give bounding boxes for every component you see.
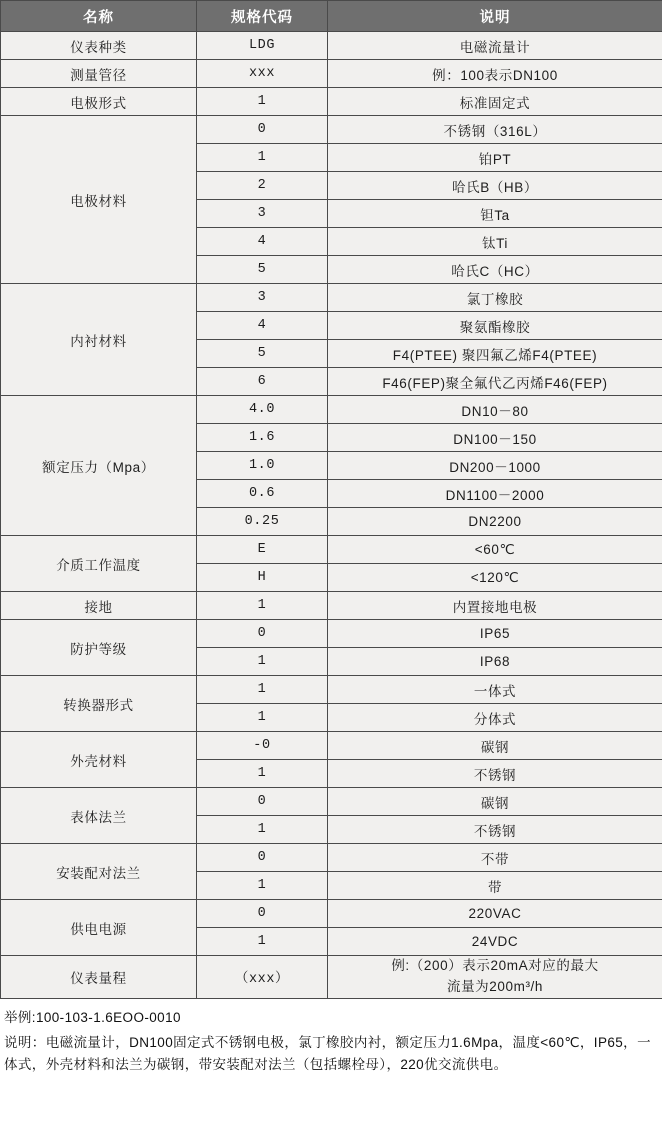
example-description-line: 说明：电磁流量计，DN100固定式不锈钢电极，氯丁橡胶内衬，额定压力1.6Mpa，温度<60℃，IP65，一体式，外壳材料和法兰为碳钢，带安装配对法兰（包括螺栓母），220优交流供电。 (4, 1035, 651, 1073)
table-row (1, 844, 662, 872)
notes-block (0, 999, 662, 1086)
row-code-cell: 1 (197, 88, 328, 116)
table-header (1, 1, 662, 32)
row-name-cell: 电极形式 (1, 88, 197, 116)
table-row (1, 732, 662, 760)
row-description-cell: 标准固定式 (328, 88, 662, 116)
row-code-cell: 4 (197, 228, 328, 256)
row-description-cell: 哈氏B（HB） (328, 172, 662, 200)
row-code-cell: 1 (197, 928, 328, 956)
row-code-cell: 1.0 (197, 452, 328, 480)
table-body (1, 32, 662, 999)
row-code-cell: -0 (197, 732, 328, 760)
row-code-cell: 0 (197, 844, 328, 872)
row-description-line-2: 流量为200m³/h (446, 978, 544, 994)
row-description-cell: 内置接地电极 (328, 592, 662, 620)
row-code-cell: 1 (197, 592, 328, 620)
row-code-cell: 1 (197, 872, 328, 900)
table-row (1, 536, 662, 564)
table-row (1, 956, 662, 999)
row-name-cell: 测量管径 (1, 60, 197, 88)
row-code-cell: 1 (197, 760, 328, 788)
row-name-cell: 电极材料 (1, 116, 197, 284)
table-row (1, 32, 662, 60)
row-description-cell: 例：100表示DN100 (328, 60, 662, 88)
row-code-cell: 4.0 (197, 396, 328, 424)
row-code-cell: 0 (197, 116, 328, 144)
row-name-cell: 额定压力（Mpa） (1, 396, 197, 536)
row-description-cell: 哈氏C（HC） (328, 256, 662, 284)
table-row (1, 592, 662, 620)
row-description-cell (328, 956, 662, 999)
row-description-cell: 电磁流量计 (328, 32, 662, 60)
row-code-cell: 5 (197, 256, 328, 284)
row-name-cell: 仪表量程 (1, 956, 197, 999)
row-description-cell: IP68 (328, 648, 662, 676)
row-description-cell: 不锈钢（316L） (328, 116, 662, 144)
row-description-cell: 铂PT (328, 144, 662, 172)
row-code-cell: 1.6 (197, 424, 328, 452)
row-code-cell: 0 (197, 620, 328, 648)
row-description-cell: 一体式 (328, 676, 662, 704)
row-code-cell: 6 (197, 368, 328, 396)
table-row (1, 60, 662, 88)
row-code-cell: E (197, 536, 328, 564)
row-name-cell: 内衬材料 (1, 284, 197, 396)
row-code-cell: 0 (197, 900, 328, 928)
table-row (1, 88, 662, 116)
column-header-name: 名称 (1, 1, 197, 32)
row-code-cell: 0.6 (197, 480, 328, 508)
row-description-cell: 24VDC (328, 928, 662, 956)
row-description-cell: <120℃ (328, 564, 662, 592)
row-description-cell: 碳钢 (328, 788, 662, 816)
row-description-cell: 聚氨酯橡胶 (328, 312, 662, 340)
row-code-cell: 1 (197, 144, 328, 172)
row-description-cell: 钽Ta (328, 200, 662, 228)
row-name-cell: 介质工作温度 (1, 536, 197, 592)
row-description-cell: DN10－80 (328, 396, 662, 424)
row-description-cell: IP65 (328, 620, 662, 648)
row-code-cell: H (197, 564, 328, 592)
row-code-cell: xxx (197, 60, 328, 88)
row-code-cell: 1 (197, 704, 328, 732)
table-row (1, 620, 662, 648)
row-name-cell: 外壳材料 (1, 732, 197, 788)
row-name-cell: 供电电源 (1, 900, 197, 956)
column-header-description: 说明 (328, 1, 662, 32)
row-code-cell: 0.25 (197, 508, 328, 536)
row-description-cell: DN100－150 (328, 424, 662, 452)
table-row (1, 116, 662, 144)
table-row (1, 900, 662, 928)
example-code-line: 举例:100-103-1.6EOO-0010 (4, 1009, 181, 1025)
row-name-cell: 防护等级 (1, 620, 197, 676)
row-name-cell: 表体法兰 (1, 788, 197, 844)
row-code-cell: 3 (197, 284, 328, 312)
table-row (1, 284, 662, 312)
row-code-cell: （xxx） (197, 956, 328, 999)
row-name-cell: 接地 (1, 592, 197, 620)
row-description-cell: 钛Ti (328, 228, 662, 256)
row-code-cell: 1 (197, 816, 328, 844)
row-name-cell: 仪表种类 (1, 32, 197, 60)
row-description-cell: <60℃ (328, 536, 662, 564)
row-code-cell: 1 (197, 648, 328, 676)
row-code-cell: LDG (197, 32, 328, 60)
row-code-cell: 5 (197, 340, 328, 368)
table-row (1, 788, 662, 816)
table-header-row (1, 1, 662, 32)
row-description-cell: 220VAC (328, 900, 662, 928)
table-row (1, 396, 662, 424)
row-description-cell: 不带 (328, 844, 662, 872)
row-name-cell: 安装配对法兰 (1, 844, 197, 900)
row-code-cell: 4 (197, 312, 328, 340)
row-description-cell: 不锈钢 (328, 816, 662, 844)
row-description-cell: 氯丁橡胶 (328, 284, 662, 312)
row-description-cell: F4(PTEE) 聚四氟乙烯F4(PTEE) (328, 340, 662, 368)
row-description-line-1: 例:（200）表示20mA对应的最大 (391, 958, 599, 973)
row-code-cell: 0 (197, 788, 328, 816)
row-description-cell: DN1100－2000 (328, 480, 662, 508)
row-description-cell: DN200－1000 (328, 452, 662, 480)
row-description-cell: F46(FEP)聚全氟代乙丙烯F46(FEP) (328, 368, 662, 396)
row-description-cell: 带 (328, 872, 662, 900)
row-name-cell: 转换器形式 (1, 676, 197, 732)
row-code-cell: 1 (197, 676, 328, 704)
row-description-cell: DN2200 (328, 508, 662, 536)
table-row (1, 676, 662, 704)
row-description-cell: 分体式 (328, 704, 662, 732)
row-description-cell: 不锈钢 (328, 760, 662, 788)
column-header-code: 规格代码 (197, 1, 328, 32)
row-description-cell: 碳钢 (328, 732, 662, 760)
row-code-cell: 3 (197, 200, 328, 228)
row-code-cell: 2 (197, 172, 328, 200)
